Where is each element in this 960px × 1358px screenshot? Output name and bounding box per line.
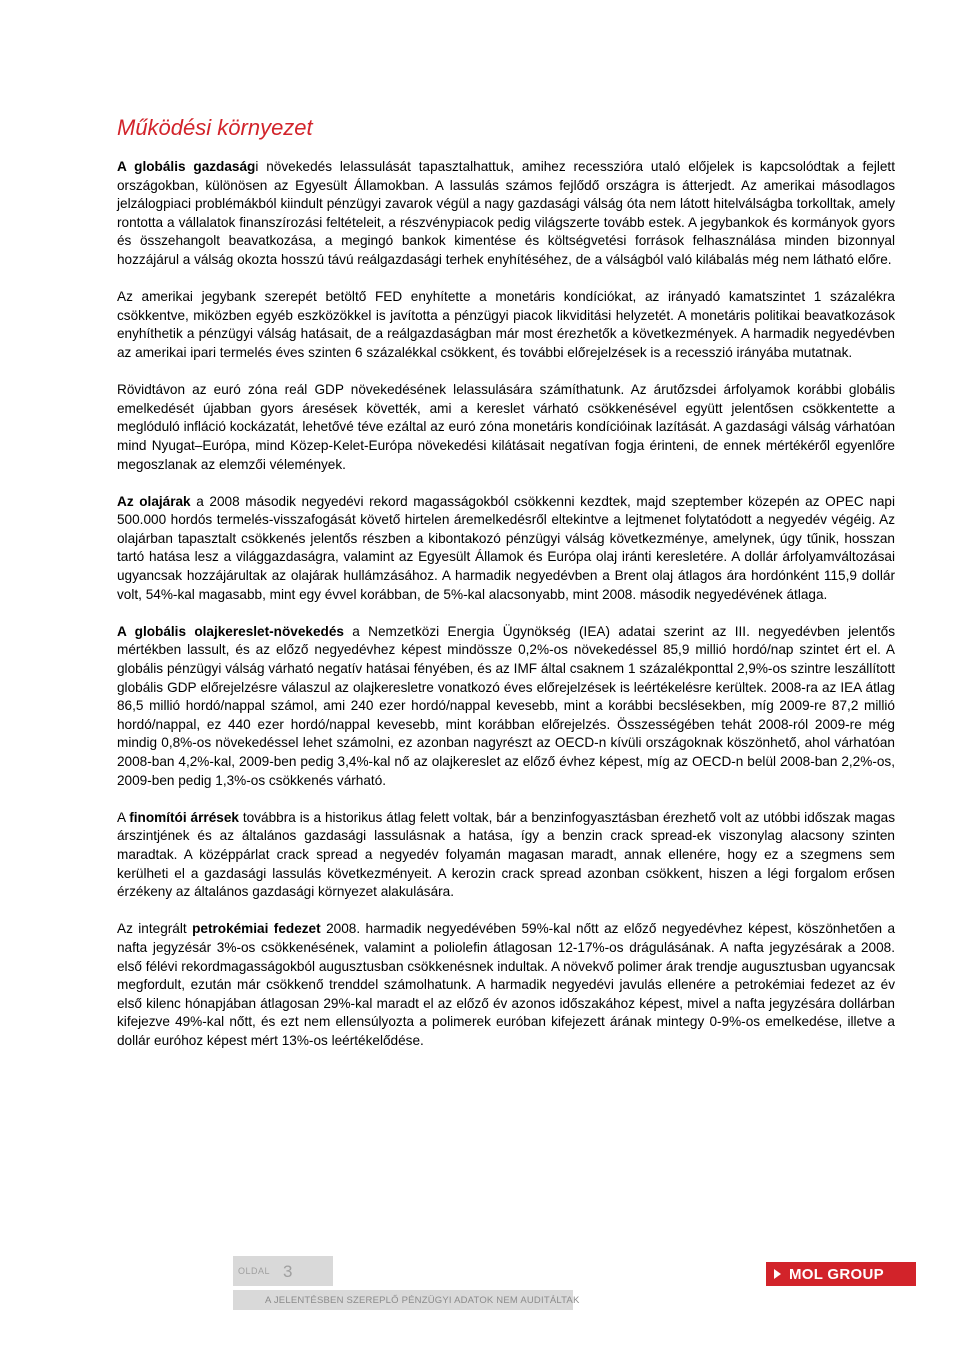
bold-lead: Az olajárak: [117, 493, 191, 509]
footer-disclaimer: A JELENTÉSBEN SZEREPLŐ PÉNZÜGYI ADATOK NEM AUDITÁLTAK: [265, 1295, 580, 1306]
paragraph-oil-demand: [117, 623, 895, 790]
bold-lead: petrokémiai fedezet: [192, 921, 321, 937]
paragraph-text: i növekedés lelassulását tapasztalhattuk, amihez recesszióra utaló előjelek is kapcsolódtak a fejlett országokban, különösen az Egyesült Államokban. A lassulás számos fejlődő országra is átterjedt. Az amerikai másodlagos jelzálogpiaci problémákból kiindult pénzügyi zavarok végül a nagy gazdasági válság óta nem látott hitelválságba torkolltak, amely rontotta a vállalatok finanszírozási feltételeit, a részvénypiacok pedig világszerte tovább estek. A jegybankok és kormányok gyors és összehangolt beavatkozása, a megingó bankok kimentése és költségvetési források felhasználása minden bizonnyal hozzájárul a válság okozta hosszú távú reálgazdasági terhek enyhítéséhez, de a válságból való kilábalás még nem látható előre.: [117, 159, 895, 267]
paragraph-refining-margins: A finomítói árrések továbbra is a historikus átlag felett voltak, bár a benzinfogyasztásban érezhető volt az utóbbi időszak magas árszintjének és az általános gazdasági lassulásnak a hatása, így a benzin crack spread-ek viszonylag alacsony szinten maradtak. A középpárlat crack spread a negyedév folyamán magasan maradt, annak ellenére, hogy ez a szegmens sem kerülheti el a gazdasági lassulás következményeit. A kerozin crack spread azonban csökkent, hiszen a légi forgalom erősen érzékeny az általános gazdasági környezet alakulására.: [117, 809, 895, 900]
bold-lead: A globális gazdaság: [117, 159, 256, 174]
page-title: Működési környezet: [117, 115, 313, 140]
paragraph-text: 2008. harmadik negyedévében 59%-kal nőtt az előző negyedévhez képest, köszönhetően a nafta jegyzésár 3%-os csökkenésének, valamint a poliolefin átlagosan 12-17%-os drágulásának. A nafta jegyzésárak a 2008. első félévi rekordmagasságokból augusztusban csökkenésnek indultak. A növekvő polimer árak trendje augusztusban ugyancsak megfordult, ezután már csökkenő trenddel számolhatunk. A harmadik negyedévi javulás ellenére a petrokémiai fedezet az év első kilenc hónapjában átlagosan 29%-kal maradt el az előző év azonos időszakához képest, mivel a nafta jegyzésára dollárban kifejezve 49%-kal nőtt, és ezt nem ellensúlyozta a polimerek euróban kifejezett árának mintegy 0-9%-os emelkedése, illetve a dollár euróhoz képest mért 13%-os leértékelődése.: [117, 921, 896, 1048]
paragraph-text: Az amerikai jegybank szerepét betöltő FED enyhítette a monetáris kondíciókat, az irányadó kamatszintet 1 százalékra csökkentve, miközben egyéb eszközökkel is javította a pénzügyi piacok likviditási helyzetét. A monetáris politikai beavatkozások enyhíthetik a pénzügyi válság hatásait, de a reálgazdaságban már most érezhetők a következmények. A harmadik negyedévben az amerikai ipari termelés éves szinten 6 százalékkal csökkent, és további előrejelzések is a recesszió irányába mutatnak.: [117, 289, 895, 360]
paragraph-text: a Nemzetközi Energia Ügynökség (IEA) adatai szerint az III. negyedévben jelentős mértékben lassult, és az előző negyedévhez képest mindössze 0,2%-os növekedéssel 85,9 millió hordó/nap szintet ért el. A globális pénzügyi válság várható negatív hatásai fényében, és az IMF által csaknem 1 százalékponttal 2,9%-os szintre leszállított globális GDP előrejelzésre válaszul az olajkeresletre vonatkozó éves előrejelzések is leértékelésre kerültek. 2008-ra az IEA átlag 86,5 millió hordó/nappal számol, ami 240 ezer hordó/nappal kevesebb, mint a korábbi becslésekben, míg 2009-re 87,2 millió hordó/nappal, ez 440 ezer hordó/nappal kevesebb, mint korábban előrejelzés. Összességében tehát 2008-ról 2009-re még mindig 0,8%-os növekedéssel lehet számolni, ez azonban nagyrészt az OECD-n kívüli országoknak köszönhető, ahol várhatóan 2008-ban 4,2%-kal, 2009-ben pedig 3,4%-kal nő az olajkereslet az előző évhez képest, míg az OECD-n belül 2008-ban 2,2%-os, 2009-ben pedig 1,3%-os csökkenés várható.: [117, 623, 895, 788]
paragraph-eurozone: [117, 381, 895, 474]
paragraph-global-economy: [117, 158, 895, 270]
arrow-right-icon: [774, 1269, 781, 1279]
paragraph-petrochemical: Az integrált petrokémiai fedezet 2008. harmadik negyedévében 59%-kal nőtt az előző negyedévhez képest, köszönhetően a nafta jegyzésár 3%-os csökkenésének, valamint a poliolefin átlagosan 12-17%-os drágulásának. A nafta jegyzésárak a 2008. első félévi rekordmagasságokból augusztusban csökkenésnek indultak. A növekvő polimer árak trendje augusztusban ugyancsak megfordult, ezután már csökkenő trenddel számolhatunk. A harmadik negyedévi javulás ellenére a petrokémiai fedezet az év első kilenc hónapjában átlagosan 29%-kal maradt el az előző év azonos időszakához képest, mivel a nafta jegyzésára dollárban kifejezve 49%-kal nőtt, és ezt nem ellensúlyozta a polimerek euróban kifejezett árának mintegy 0-9%-os emelkedése, illetve a dollár euróhoz képest mért 13%-os leértékelődése.: [117, 921, 896, 1048]
mol-group-logo: [766, 1262, 916, 1286]
paragraph-text: Rövidtávon az euró zóna reál GDP növekedésének lelassulására számíthatunk. Az árutőzsdei árfolyamok korábbi globális emelkedését újabban gyors áresések követték, ami a kereslet várható csökkenésével együtt jelentősen csökkentette a meglóduló infláció kockázatát, lehetővé téve ezáltal az euró zóna monetáris kondícióinak lazítását. A gazdasági válság várhatóan mind Nyugat–Európa, mind Közep-Kelet-Európa növekedési kilátásait negatívan fogja érinteni, de ennek mértékéről egyenlőre megoszlanak az elemzői vélemények.: [117, 382, 895, 472]
paragraph-text: továbbra is a historikus átlag felett voltak, bár a benzinfogyasztásban érezhető volt az utóbbi időszak magas árszintjének és az általános gazdasági lassulásnak a hatása, így a benzin crack spread-ek viszonylag alacsony szinten maradtak. A középpárlat crack spread a negyedév folyamán magasan maradt, annak ellenére, hogy ez a szegmens sem kerülheti el a gazdasági lassulás következményeit. A kerozin crack spread azonban csökkent, hiszen a légi forgalom erősen érzékeny az általános gazdasági környezet alakulására.: [117, 809, 895, 900]
paragraph-fed: [117, 288, 895, 362]
footer-page-label: OLDAL: [238, 1266, 271, 1276]
bold-lead: A globális olajkereslet-növekedés: [117, 623, 344, 639]
footer-page-number: 3: [283, 1262, 293, 1281]
paragraph-oil-prices: [117, 493, 895, 605]
body-text: [117, 158, 895, 1069]
bold-lead: finomítói árrések: [129, 809, 239, 825]
paragraph-text: a 2008 második negyedévi rekord magasságokból csökkenni kezdtek, majd szeptember közepén az OPEC napi 500.000 hordós termelés-visszafogását követő hirtelen áremelkedésről eltekintve a lejtmenet folytatódott a negyedév végéig. Az olajárban tapasztalt csökkenés jelentős részben a kibontakozó pénzügyi válság következménye, amelynek, úgy tűnik, hosszan tartó hatása lesz a világgazdaságra, valamint az Egyesült Államok és Európa olaj iránti keresletére. A dollár árfolyamváltozásai ugyancsak hozzájárultak az olajárak hullámzásához. A harmadik negyedévben a Brent olaj átlagos ára hordónként 115,9 dollár volt, 54%-kal magasabb, mint egy évvel korábban, de 5%-kal alacsonyabb, mint 2008. második negyedévének átlaga.: [117, 493, 895, 602]
logo-text: MOL GROUP: [789, 1265, 884, 1283]
